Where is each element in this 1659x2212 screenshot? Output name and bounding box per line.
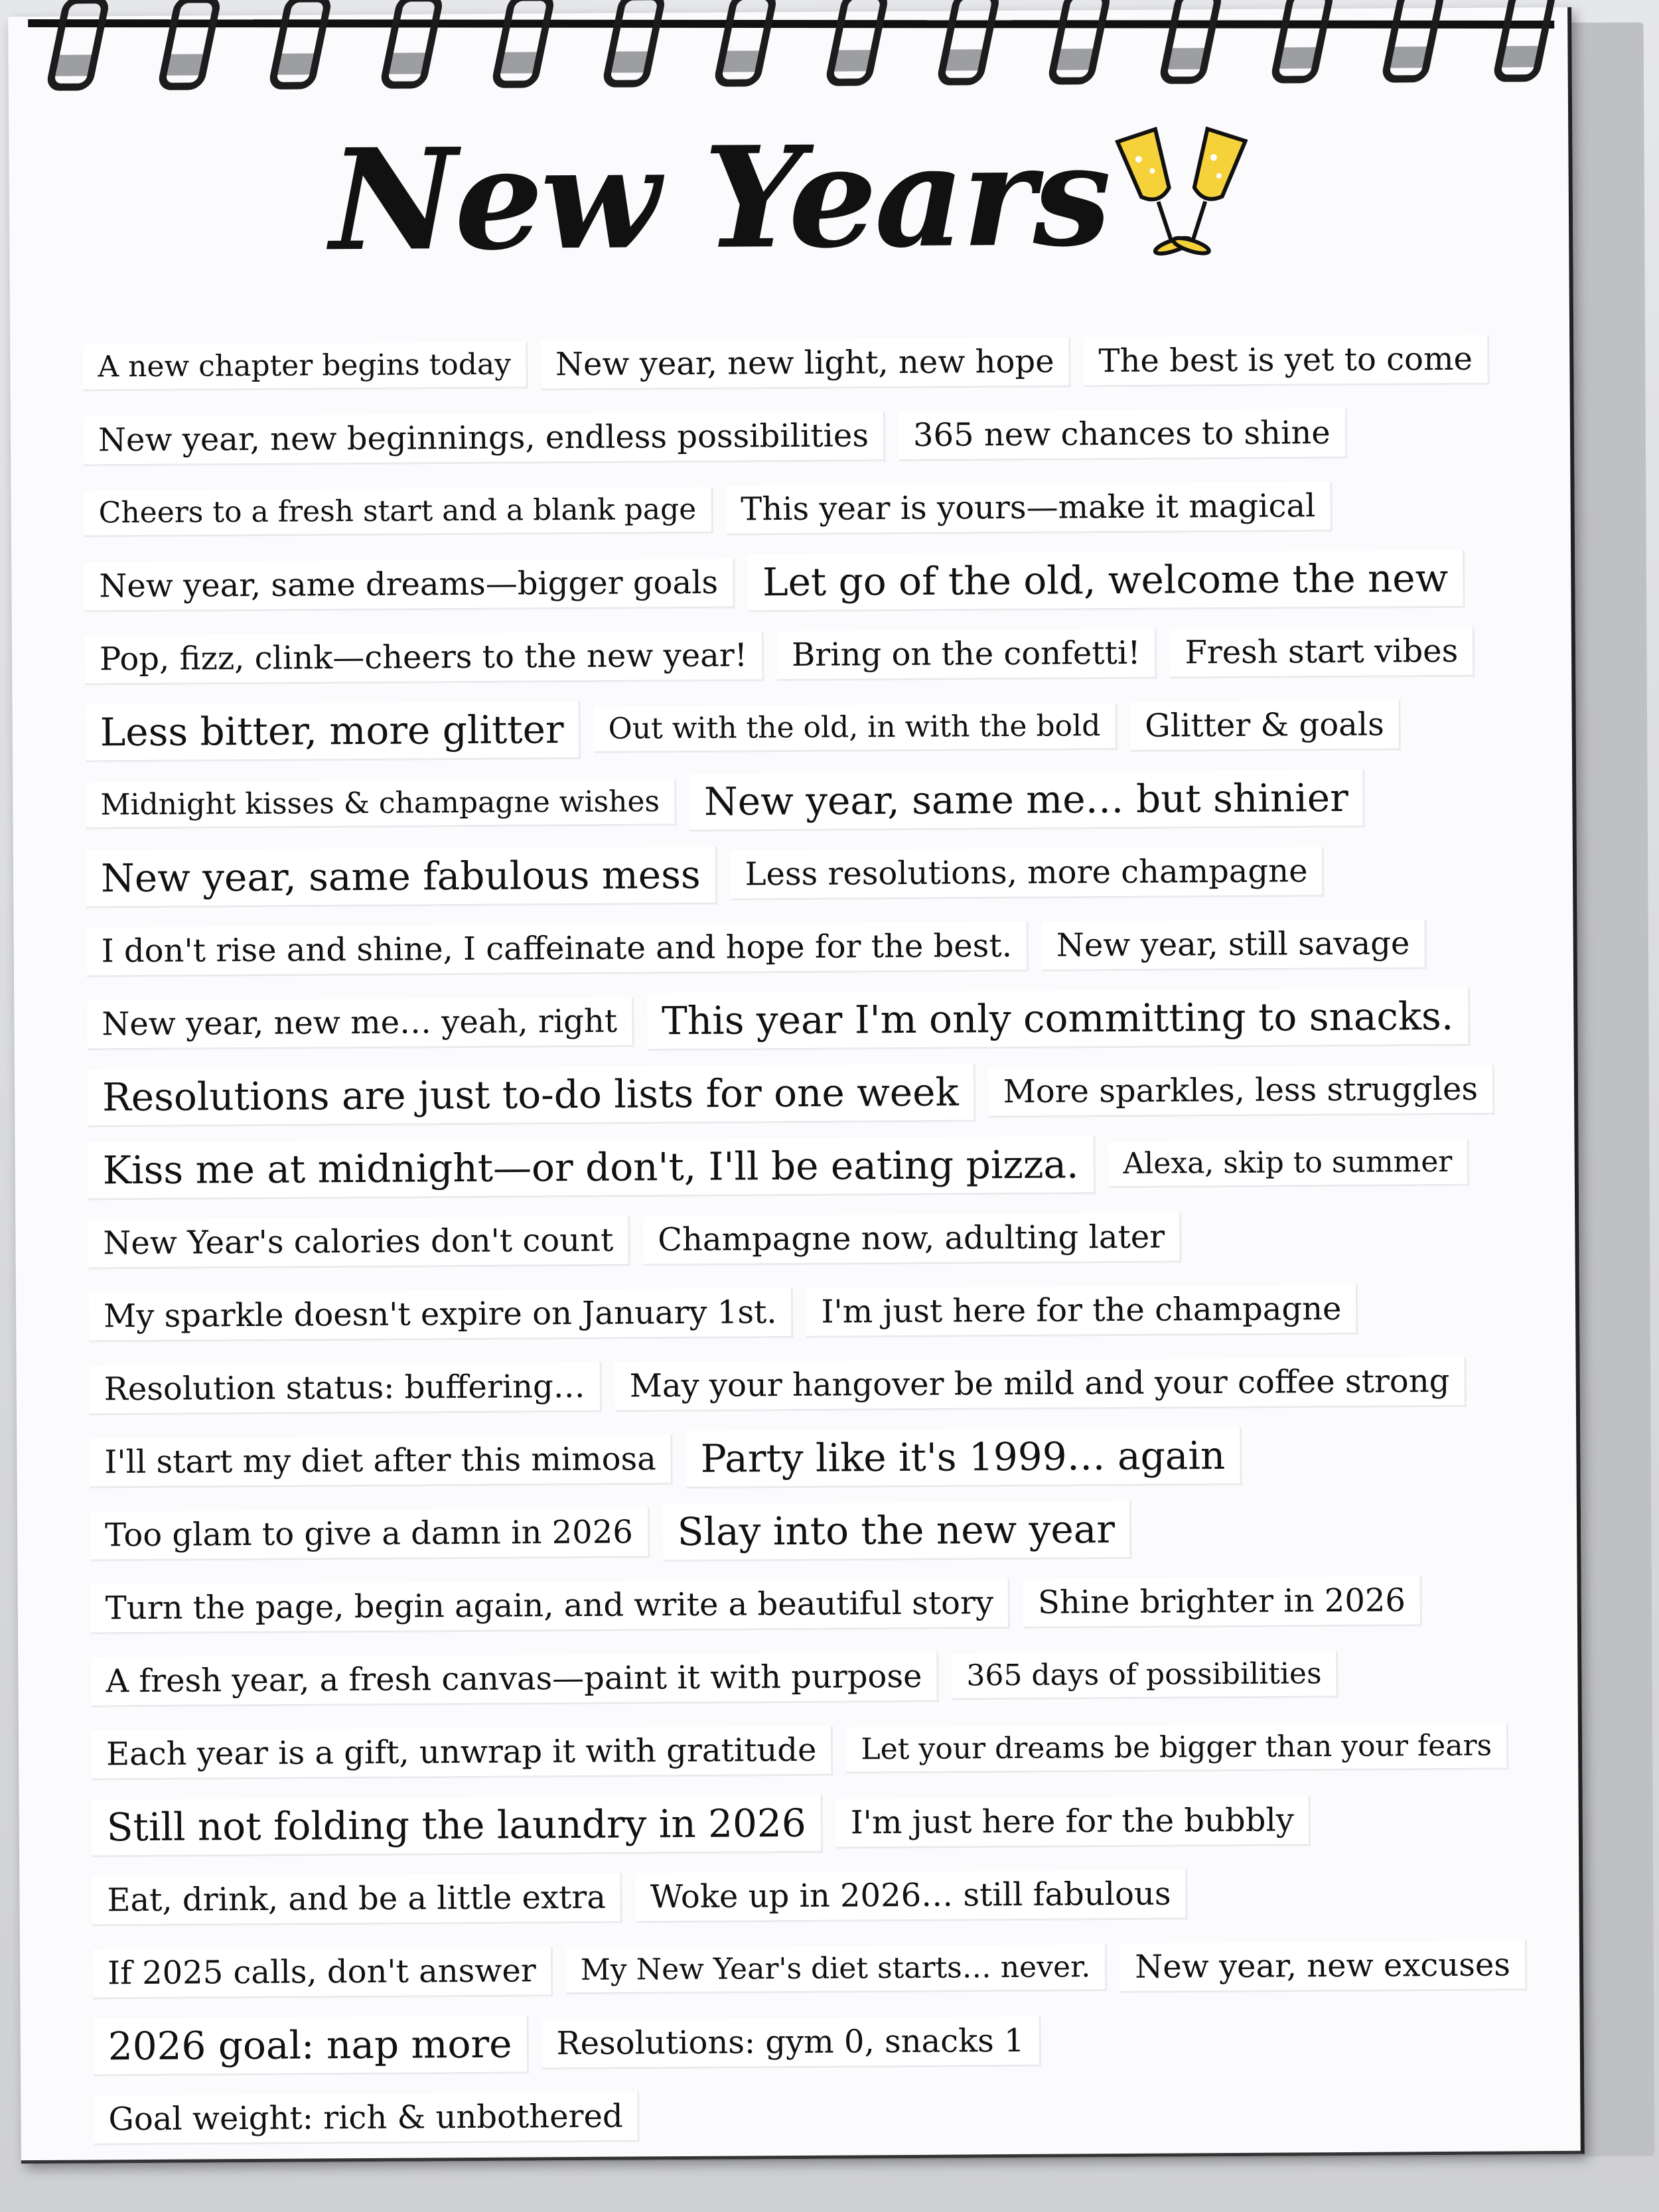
phrase-row <box>89 1345 1550 1426</box>
phrase-sticker: My sparkle doesn't expire on January 1st. <box>89 1288 794 1342</box>
title-area <box>9 107 1569 289</box>
phrase-sticker: New year, new beginnings, endless possibilities <box>84 411 885 466</box>
spiral-coil <box>48 0 95 83</box>
phrase-row <box>93 1929 1553 2010</box>
phrase-sticker: 365 new chances to shine <box>899 408 1347 461</box>
page-title: New Years <box>329 113 1110 283</box>
spiral-coil <box>938 0 985 78</box>
phrase-row <box>88 1126 1548 1207</box>
phrase-sticker: May your hangover be mild and your coffee strong <box>614 1357 1466 1412</box>
phrase-row <box>89 1272 1550 1353</box>
spiral-coil <box>270 0 317 82</box>
phrase-sticker: Let go of the old, welcome the new <box>748 550 1465 612</box>
phrase-sticker: Champagne now, adulting later <box>643 1213 1181 1266</box>
phrase-row <box>90 1418 1550 1499</box>
phrase-row <box>83 323 1544 404</box>
phrase-sticker: Each year is a gift, unwrap it with gratitude <box>92 1726 833 1780</box>
phrase-sticker: New year, same fabulous mess <box>86 846 717 908</box>
phrase-sticker: New year, new me… yeah, right <box>87 997 634 1050</box>
phrase-sticker: Eat, drink, and be a little extra <box>92 1873 622 1926</box>
phrase-sticker: Goal weight: rich & unbothered <box>94 2092 640 2145</box>
phrase-row <box>88 1199 1549 1280</box>
notebook-page <box>8 7 1585 2164</box>
phrase-sticker: I'm just here for the champagne <box>806 1284 1358 1337</box>
phrase-row <box>86 761 1546 842</box>
sticker-phrase-list <box>83 323 1554 2156</box>
phrase-row <box>93 2002 1553 2083</box>
phrase-sticker: This year I'm only committing to snacks. <box>647 988 1471 1051</box>
phrase-sticker: Resolutions are just to-do lists for one week <box>88 1064 975 1127</box>
coil-loop <box>601 0 667 88</box>
spiral-coil <box>1049 0 1096 77</box>
coil-loop <box>1158 0 1224 84</box>
phrase-row <box>88 1053 1548 1134</box>
phrase-sticker: New year, same dreams—bigger goals <box>84 558 735 612</box>
phrase-sticker: The best is yet to come <box>1084 334 1489 387</box>
spiral-coil <box>159 0 206 82</box>
phrase-row <box>84 396 1544 477</box>
phrase-sticker: This year is yours—make it magical <box>726 482 1333 536</box>
phrase-sticker: Shine brighter in 2026 <box>1023 1576 1422 1629</box>
coil-loop <box>156 0 222 90</box>
coil-loop <box>1380 0 1446 83</box>
phrase-row <box>87 980 1548 1061</box>
phrase-sticker: New year, same me… but shinier <box>689 769 1365 831</box>
phrase-sticker: New year, still savage <box>1042 919 1427 972</box>
phrase-sticker: 365 days of possibilities <box>952 1651 1338 1700</box>
phrase-sticker: My New Year's diet starts… never. <box>566 1945 1108 1994</box>
coil-loop <box>379 0 445 89</box>
phrase-sticker: Resolutions: gym 0, snacks 1 <box>541 2016 1041 2069</box>
phrase-sticker: A fresh year, a fresh canvas—paint it with purpose <box>91 1652 938 1707</box>
phrase-sticker: Woke up in 2026… still fabulous <box>636 1870 1188 1923</box>
phrase-sticker: Fresh start vibes <box>1170 627 1475 678</box>
spiral-coil <box>493 0 540 80</box>
phrase-row <box>84 542 1545 623</box>
phrase-sticker: Turn the page, begin again, and write a beautiful story <box>91 1579 1011 1634</box>
phrase-row <box>94 2075 1554 2156</box>
phrase-row <box>92 1710 1552 1791</box>
phrase-sticker: Too glam to give a damn in 2026 <box>90 1508 650 1561</box>
phrase-sticker: Let your dreams be bigger than your fears <box>846 1723 1508 1773</box>
phrase-sticker: Slay into the new year <box>663 1501 1132 1561</box>
phrase-row <box>84 469 1544 550</box>
coil-loop <box>490 0 555 88</box>
phrase-sticker: Still not folding the laundry in 2026 <box>92 1795 823 1857</box>
spiral-coil <box>827 0 874 78</box>
phrase-row <box>86 907 1547 988</box>
phrase-sticker: Pop, fizz, clink—cheers to the new year! <box>85 631 764 685</box>
phrase-sticker: Less resolutions, more champagne <box>730 847 1324 900</box>
spiral-coil <box>1494 0 1542 74</box>
phrase-sticker: Party like it's 1999… again <box>686 1427 1242 1488</box>
phrase-row <box>86 834 1547 915</box>
phrase-sticker: Bring on the confetti! <box>777 628 1157 680</box>
phrase-sticker: Less bitter, more glitter <box>85 701 580 762</box>
phrase-row <box>91 1637 1551 1718</box>
coil-loop <box>824 0 890 86</box>
phrase-sticker: I'm just here for the bubbly <box>836 1796 1311 1848</box>
coil-loop <box>935 0 1001 86</box>
phrase-sticker: Kiss me at midnight—or don't, I'll be eating pizza. <box>88 1136 1096 1200</box>
phrase-row <box>90 1564 1551 1645</box>
coil-loop <box>1492 0 1557 82</box>
spiral-coil <box>1271 0 1319 76</box>
phrase-sticker: I don't rise and shine, I caffeinate and hope for the best. <box>87 921 1029 977</box>
coil-loop <box>1046 0 1112 85</box>
spiral-coil <box>604 0 651 80</box>
phrase-row <box>85 688 1546 769</box>
phrase-sticker: Midnight kisses & champagne wishes <box>86 779 676 829</box>
phrase-row <box>90 1491 1551 1572</box>
coil-loop <box>45 0 111 91</box>
phrase-sticker: Resolution status: buffering… <box>90 1362 602 1415</box>
spiral-coil <box>1383 0 1430 75</box>
phrase-sticker: Alexa, skip to summer <box>1108 1140 1469 1188</box>
spiral-binding <box>48 0 1542 96</box>
phrase-sticker: Glitter & goals <box>1130 700 1401 751</box>
phrase-sticker: New year, new light, new hope <box>541 337 1071 390</box>
phrase-sticker: New year, new excuses <box>1120 1941 1527 1993</box>
coil-loop <box>1269 0 1334 84</box>
phrase-row <box>85 615 1546 696</box>
phrase-sticker: If 2025 calls, don't answer <box>93 1947 553 1999</box>
spiral-coil <box>382 0 429 81</box>
phrase-sticker: A new chapter begins today <box>83 342 528 391</box>
phrase-sticker: More sparkles, less struggles <box>988 1065 1494 1118</box>
phrase-row <box>92 1856 1553 1937</box>
champagne-glasses-icon <box>1115 119 1248 272</box>
coil-loop <box>713 0 778 87</box>
spiral-coil <box>715 0 762 79</box>
phrase-sticker: Cheers to a fresh start and a blank page <box>84 487 713 538</box>
spiral-coil <box>1161 0 1208 76</box>
phrase-sticker: New Year's calories don't count <box>88 1216 630 1269</box>
phrase-sticker: Out with the old, in with the bold <box>593 703 1117 753</box>
phrase-sticker: 2026 goal: nap more <box>94 2016 529 2076</box>
phrase-row <box>92 1783 1552 1864</box>
phrase-sticker: I'll start my diet after this mimosa <box>90 1435 673 1488</box>
coil-loop <box>267 0 333 90</box>
